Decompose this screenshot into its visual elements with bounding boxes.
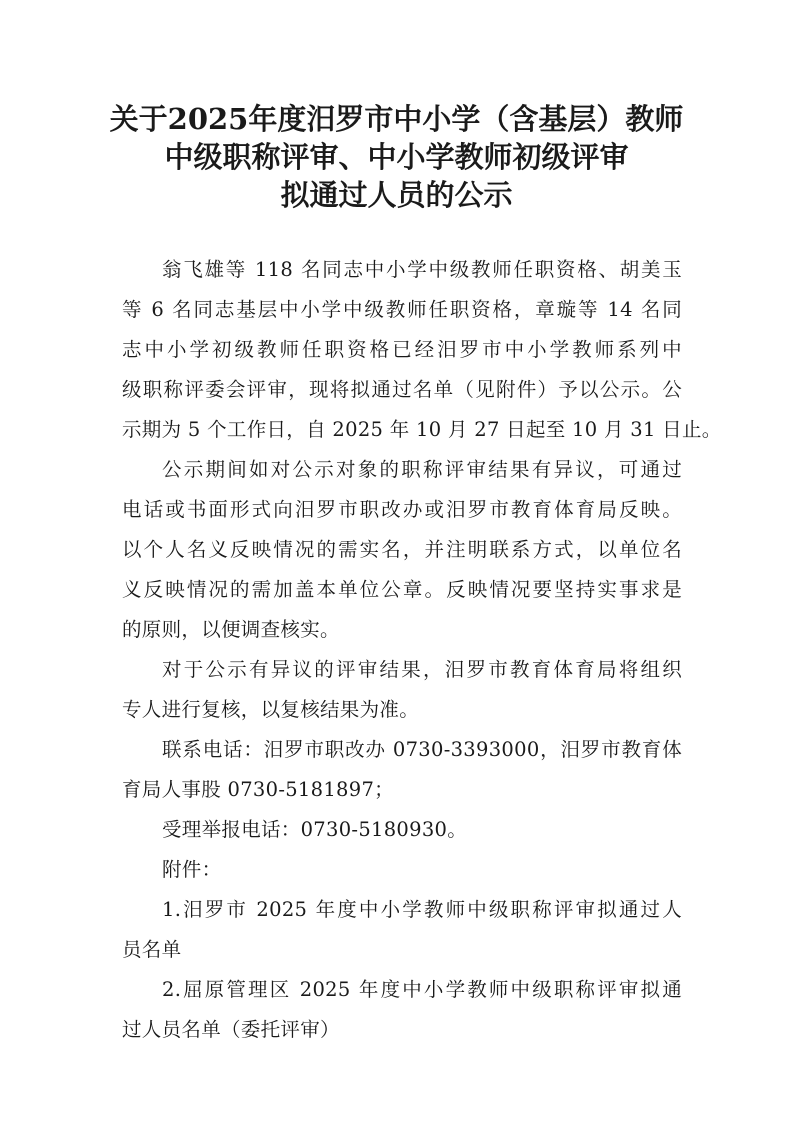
body-line-2: 等 6 名同志基层中小学中级教师任职资格，章璇等 14 名同 <box>122 298 682 321</box>
body-line-10: 的原则，以便调查核实。 <box>122 618 340 641</box>
body-line-8: 以个人名义反映情况的需实名，并注明联系方式，以单位名 <box>122 538 682 561</box>
body-line-4: 级职称评委会评审，现将拟通过名单（见附件）予以公示。公 <box>122 378 682 401</box>
body-line-7: 电话或书面形式向汨罗市职改办或汨罗市教育体育局反映。 <box>122 498 682 521</box>
attachment-2-line-2: 过人员名单（委托评审） <box>122 1018 340 1041</box>
body-line-12: 专人进行复核，以复核结果为准。 <box>122 698 420 721</box>
body-line-5: 示期为 5 个工作日，自 2025 年 10 月 27 日起至 10 月 31 日止。 <box>122 418 722 441</box>
body-line-9: 义反映情况的需加盖本单位公章。反映情况要坚持实事求是 <box>122 578 682 601</box>
attachment-2-line-1: 2.屈原管理区 2025 年度中小学教师中级职称评审拟通 <box>162 978 682 1001</box>
title-line-3: 拟通过人员的公示 <box>280 178 513 212</box>
body-line-3: 志中小学初级教师任职资格已经汨罗市中小学教师系列中 <box>122 338 682 361</box>
body-line-14: 育局人事股 0730-5181897； <box>122 778 394 801</box>
attachment-1-line-1: 1.汨罗市 2025 年度中小学教师中级职称评审拟通过人 <box>162 898 682 921</box>
title-line-1: 关于2025年度汨罗市中小学（含基层）教师 <box>109 102 684 136</box>
body-line-13: 联系电话：汨罗市职改办 0730-3393000，汨罗市教育体 <box>162 738 682 761</box>
attachment-1-line-2: 员名单 <box>122 938 182 961</box>
body-line-1: 翁飞雄等 118 名同志中小学中级教师任职资格、胡美玉 <box>162 258 682 281</box>
title-line-2: 中级职称评审、中小学教师初级评审 <box>164 140 629 174</box>
body-line-11: 对于公示有异议的评审结果，汨罗市教育体育局将组织 <box>162 658 682 681</box>
body-line-6: 公示期间如对公示对象的职称评审结果有异议，可通过 <box>162 458 682 481</box>
attachments-label: 附件： <box>162 858 222 881</box>
body-line-15: 受理举报电话：0730-5180930。 <box>162 818 468 841</box>
